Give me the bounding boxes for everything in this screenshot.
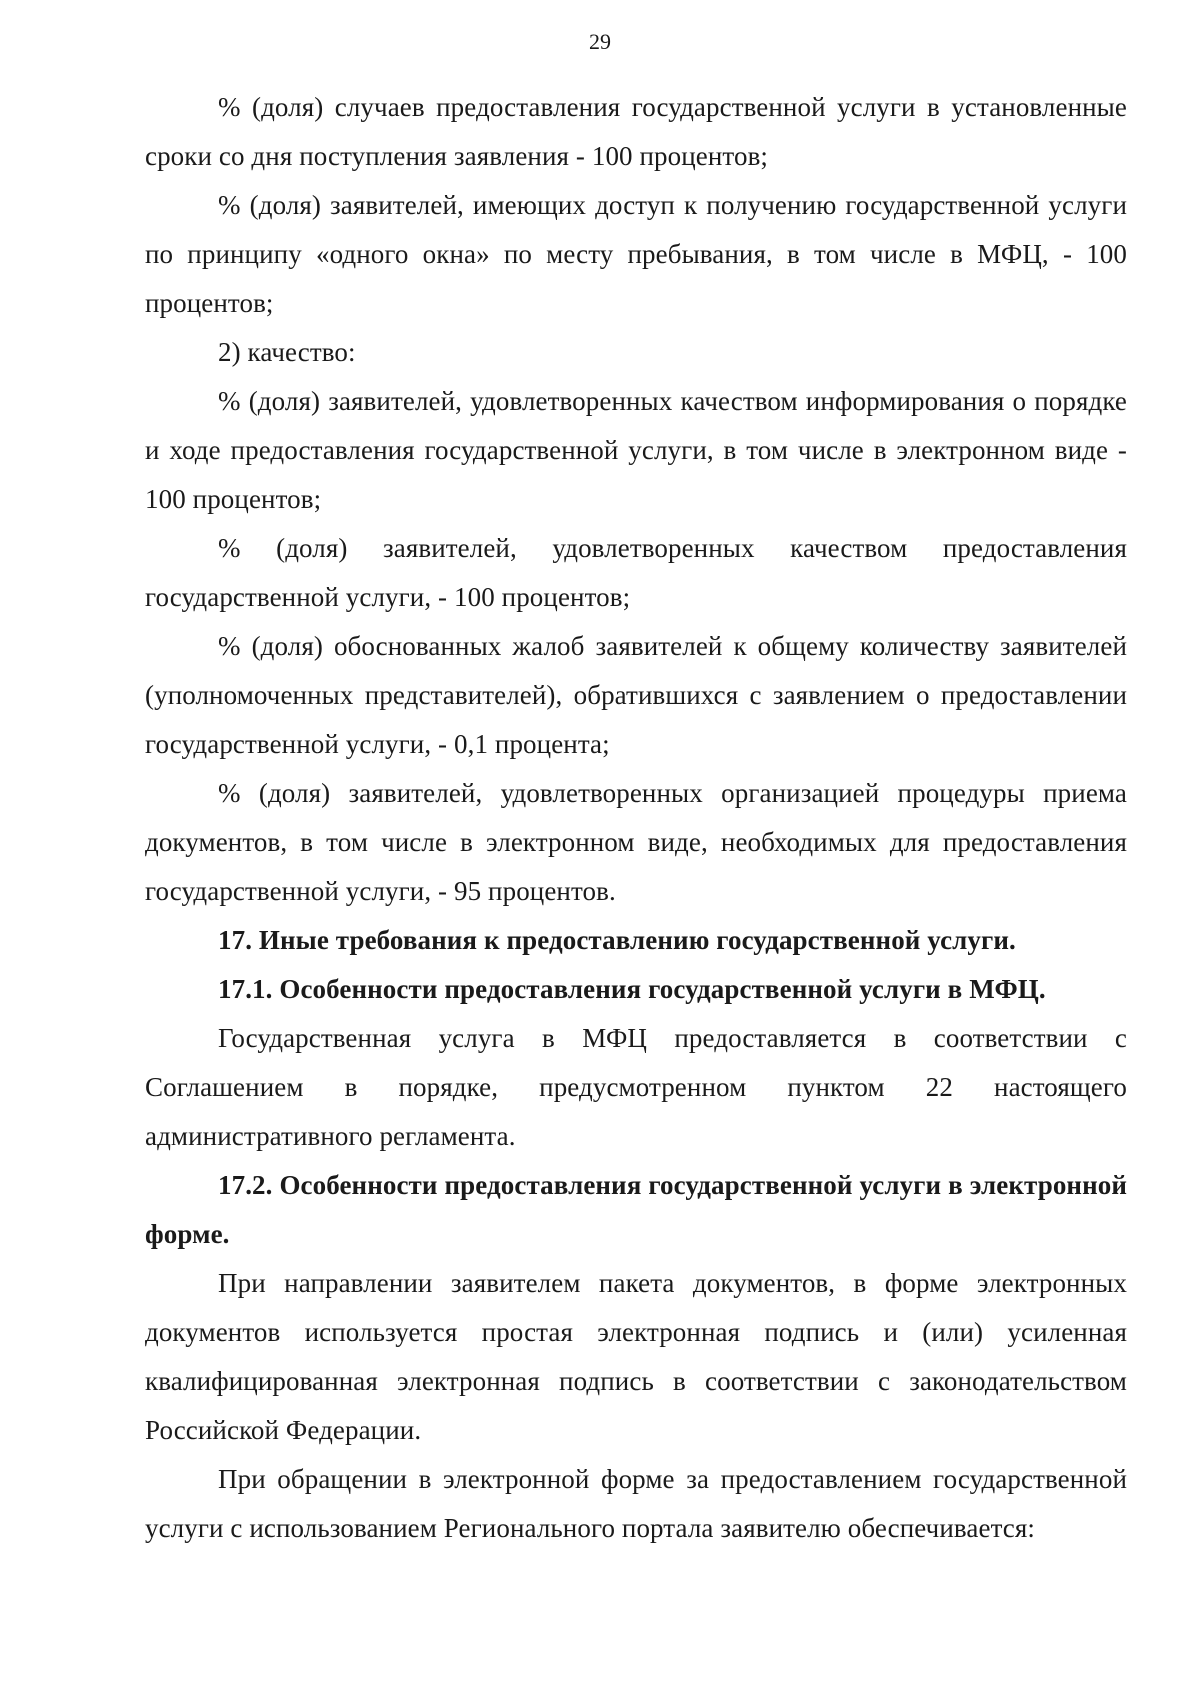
section-heading-17-2: 17.2. Особенности предоставления государственной услуги в электронной форме. — [145, 1170, 1127, 1249]
paragraph-mfc-service: Государственная услуга в МФЦ предоставляется в соответствии с Соглашением в порядке, предусмотренном пунктом 22 настоящего административного регламента. — [145, 1023, 1127, 1151]
paragraph-electronic-signature: При направлении заявителем пакета документов, в форме электронных документов используется простая электронная подпись и (или) усиленная квалифицированная электронная подпись в соответствии с законодательством Российской Федерации. — [145, 1268, 1127, 1445]
page-number: 29 — [589, 29, 611, 54]
paragraph-quality-heading: 2) качество: — [218, 337, 356, 367]
paragraph-timeliness: % (доля) случаев предоставления государственной услуги в установленные сроки со дня поступления заявления - 100 процентов; — [145, 92, 1127, 171]
paragraph-complaints: % (доля) обоснованных жалоб заявителей к общему количеству заявителей (уполномоченных представителей), обратившихся с заявлением о предоставлении государственной услуги, - 0,1 процента; — [145, 631, 1127, 759]
paragraph-document-reception: % (доля) заявителей, удовлетворенных организацией процедуры приема документов, в том числе в электронном виде, необходимых для предоставления государственной услуги, - 95 процентов. — [145, 778, 1127, 906]
section-heading-17: 17. Иные требования к предоставлению государственной услуги. — [218, 925, 1016, 955]
paragraph-one-window-access: % (доля) заявителей, имеющих доступ к получению государственной услуги по принципу «одного окна» по месту пребывания, в том числе в МФЦ, - 100 процентов; — [145, 190, 1127, 318]
section-heading-17-1: 17.1. Особенности предоставления государственной услуги в МФЦ. — [218, 974, 1046, 1004]
paragraph-service-quality: % (доля) заявителей, удовлетворенных качеством предоставления государственной услуги, - 100 процентов; — [145, 533, 1127, 612]
document-body — [145, 83, 1127, 1553]
paragraph-regional-portal: При обращении в электронной форме за предоставлением государственной услуги с использованием Регионального портала заявителю обеспечивается: — [145, 1464, 1127, 1543]
paragraph-information-quality: % (доля) заявителей, удовлетворенных качеством информирования о порядке и ходе предоставления государственной услуги, в том числе в электронном виде - 100 процентов; — [145, 386, 1127, 514]
